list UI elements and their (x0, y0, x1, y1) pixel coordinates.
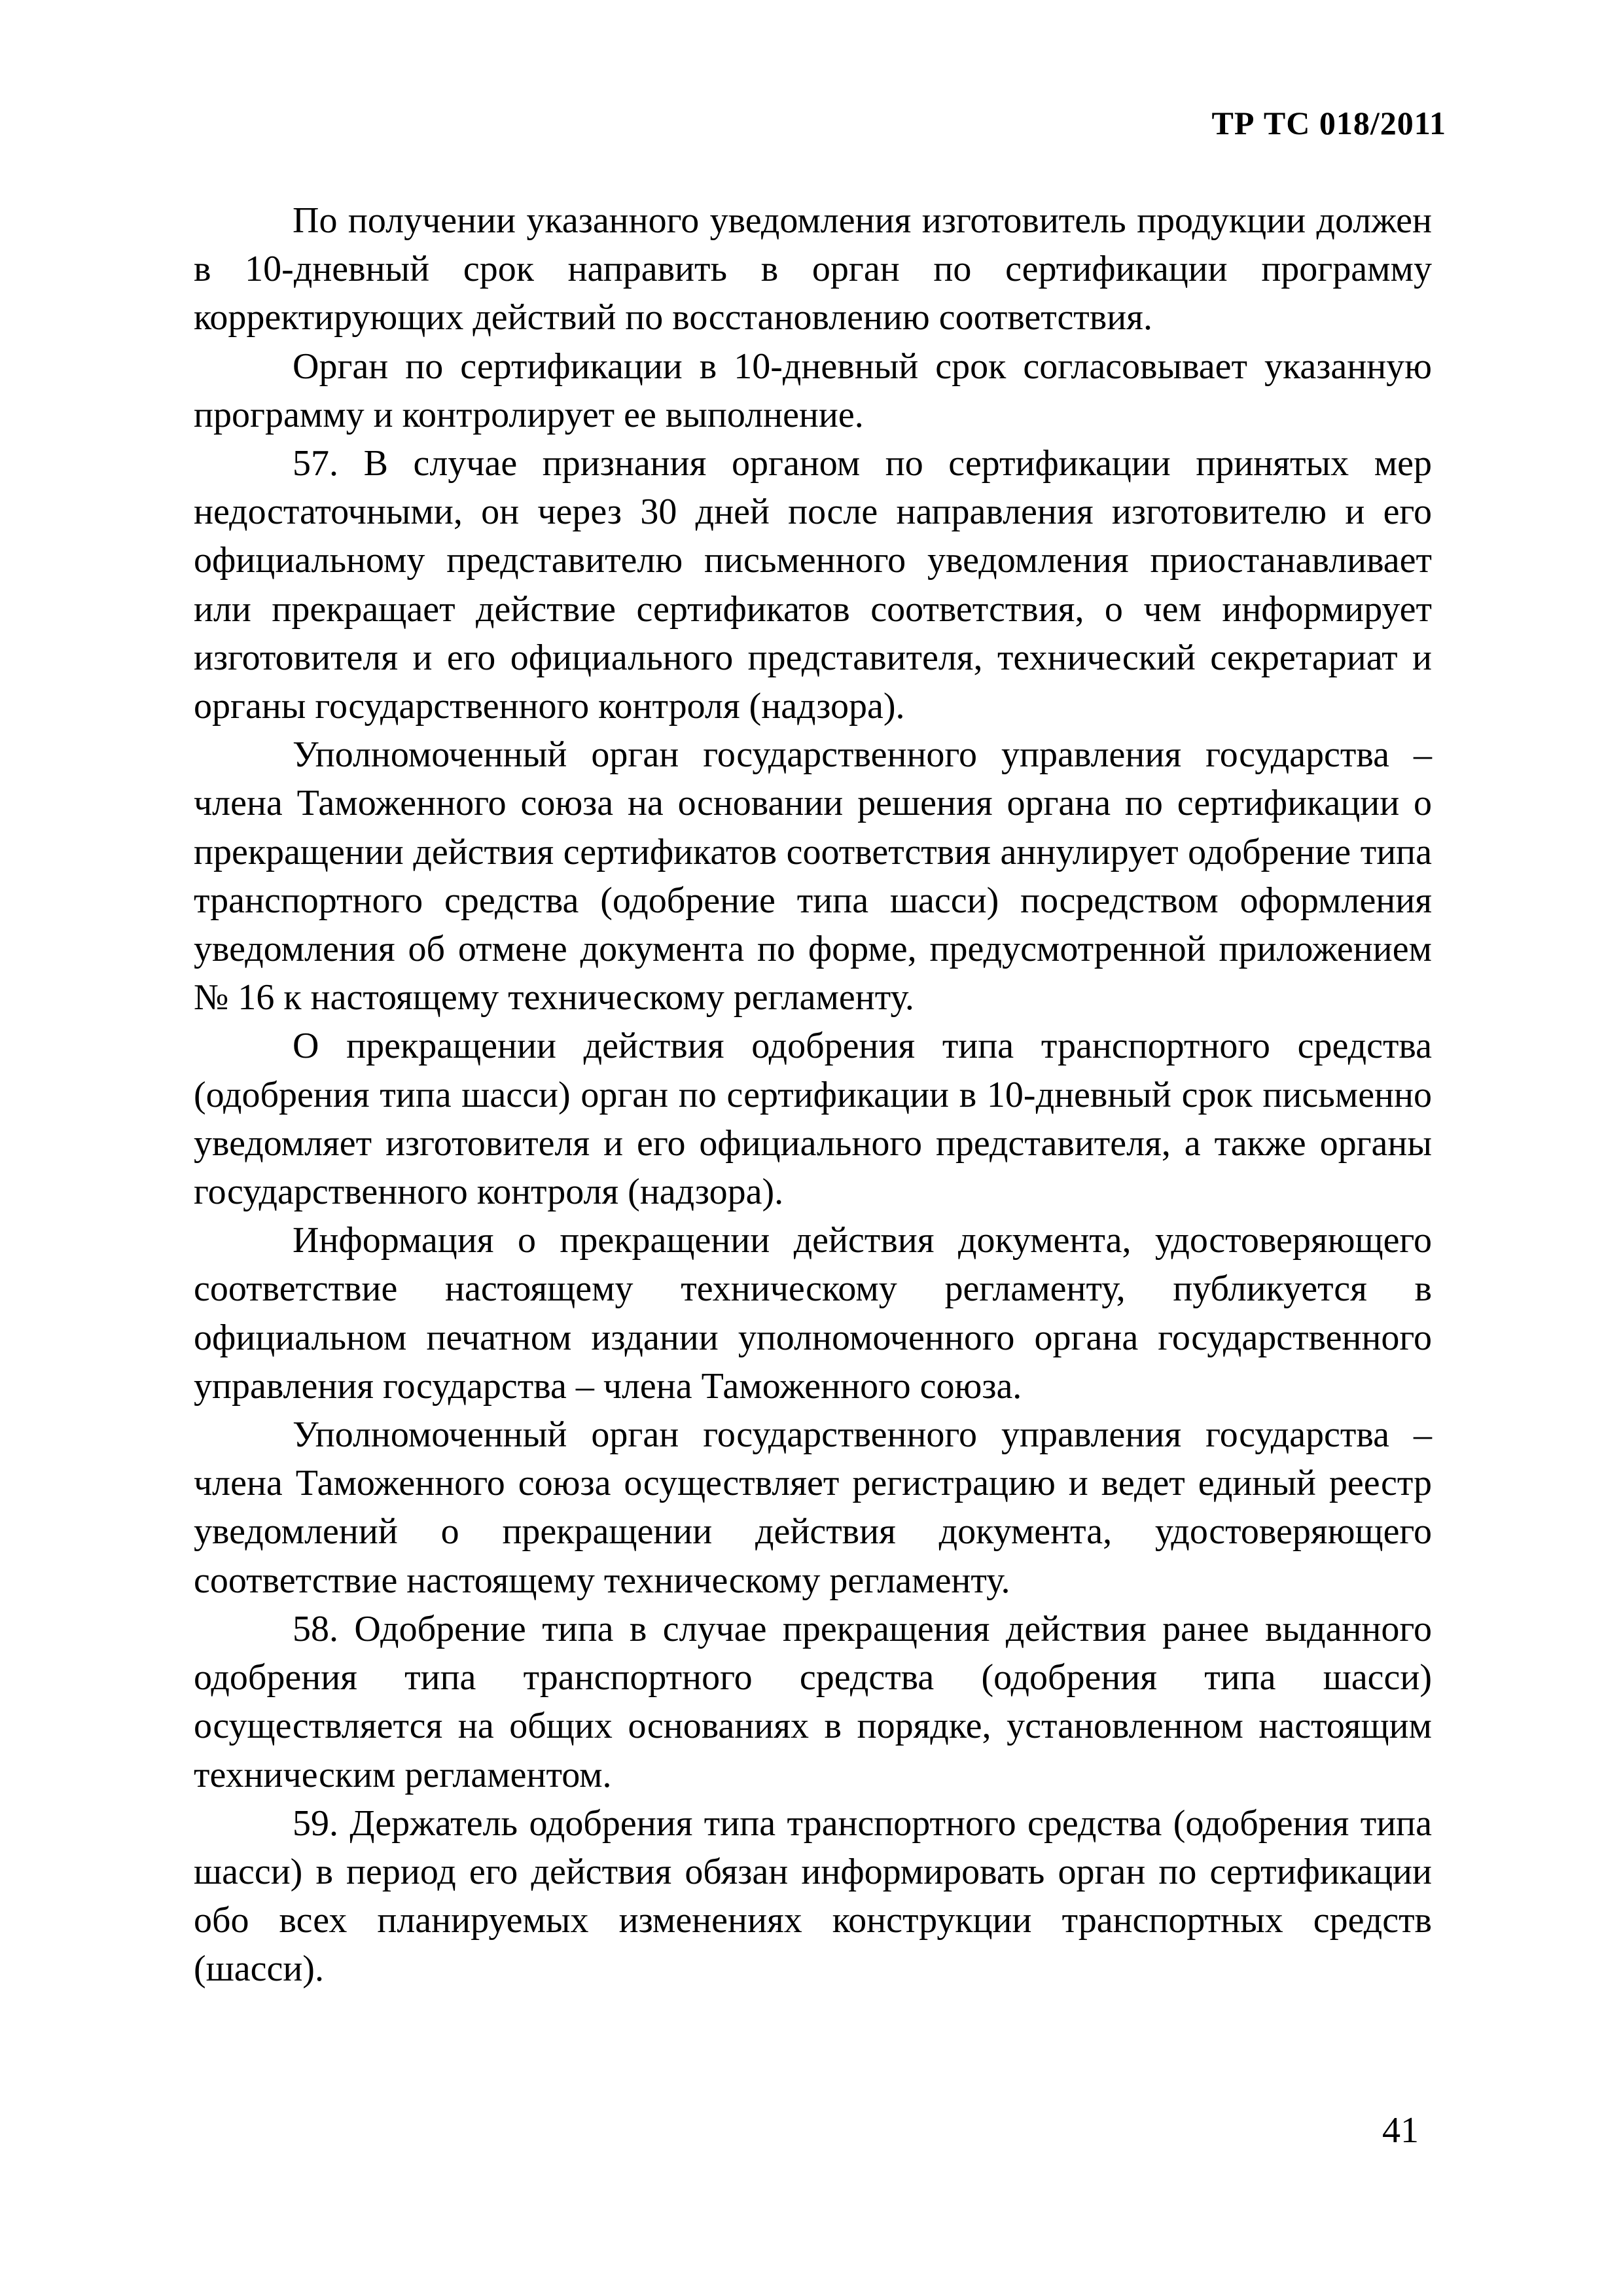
document-code-header: ТР ТС 018/2011 (1211, 105, 1446, 141)
paragraph-publication: Информация о прекращении действия документа, удостоверяющего соответствие настоящему техническому регламенту, публикуется в официальном печатном издании уполномоченного органа государственного управления государства – члена Таможенного союза. (194, 1220, 1432, 1407)
paragraph-program-approval: Орган по сертификации в 10-дневный срок согласовывает указанную программу и контролирует ее выполнение. (194, 346, 1432, 435)
document-body (194, 196, 1432, 1994)
paragraph-59: 59. Держатель одобрения типа транспортного средства (одобрения типа шасси) в период его действия обязан информировать орган по сертификации обо всех планируемых изменениях конструкции транспортных средств (шасси). (194, 1803, 1432, 1990)
page-number: 41 (1382, 2110, 1419, 2151)
paragraph-corrective-program: По получении указанного уведомления изготовитель продукции должен в 10-дневный срок направить в орган по сертификации программу корректирующих действий по восстановлению соответствия. (194, 200, 1432, 338)
paragraph-registry: Уполномоченный орган государственного управления государства – члена Таможенного союза осуществляет регистрацию и ведет единый реестр уведомлений о прекращении действия документа, удостоверяющего соответствие настоящему техническому регламенту. (194, 1414, 1432, 1601)
paragraph-annulment: Уполномоченный орган государственного управления государства – члена Таможенного союза на основании решения органа по сертификации о прекращении действия сертификатов соответствия аннулирует одобрение типа транспортного средства (одобрение типа шасси) посредством оформления уведомления об отмене документа по форме, предусмотренной приложением № 16 к настоящему техническому регламенту. (194, 734, 1432, 1018)
paragraph-58: 58. Одобрение типа в случае прекращения действия ранее выданного одобрения типа транспортного средства (одобрения типа шасси) осуществляется на общих основаниях в порядке, установленном настоящим техническим регламентом. (194, 1608, 1432, 1795)
paragraph-termination-notice: О прекращении действия одобрения типа транспортного средства (одобрения типа шасси) орган по сертификации в 10-дневный срок письменно уведомляет изготовителя и его официального представителя, а также органы государственного контроля (надзора). (194, 1026, 1432, 1213)
paragraph-57: 57. В случае признания органом по сертификации принятых мер недостаточными, он через 30 дней после направления изготовителю и его официальному представителю письменного уведомления приостанавливает или прекращает действие сертификатов соответствия, о чем информирует изготовителя и его официального представителя, технический секретариат и органы государственного контроля (надзора). (194, 443, 1432, 727)
